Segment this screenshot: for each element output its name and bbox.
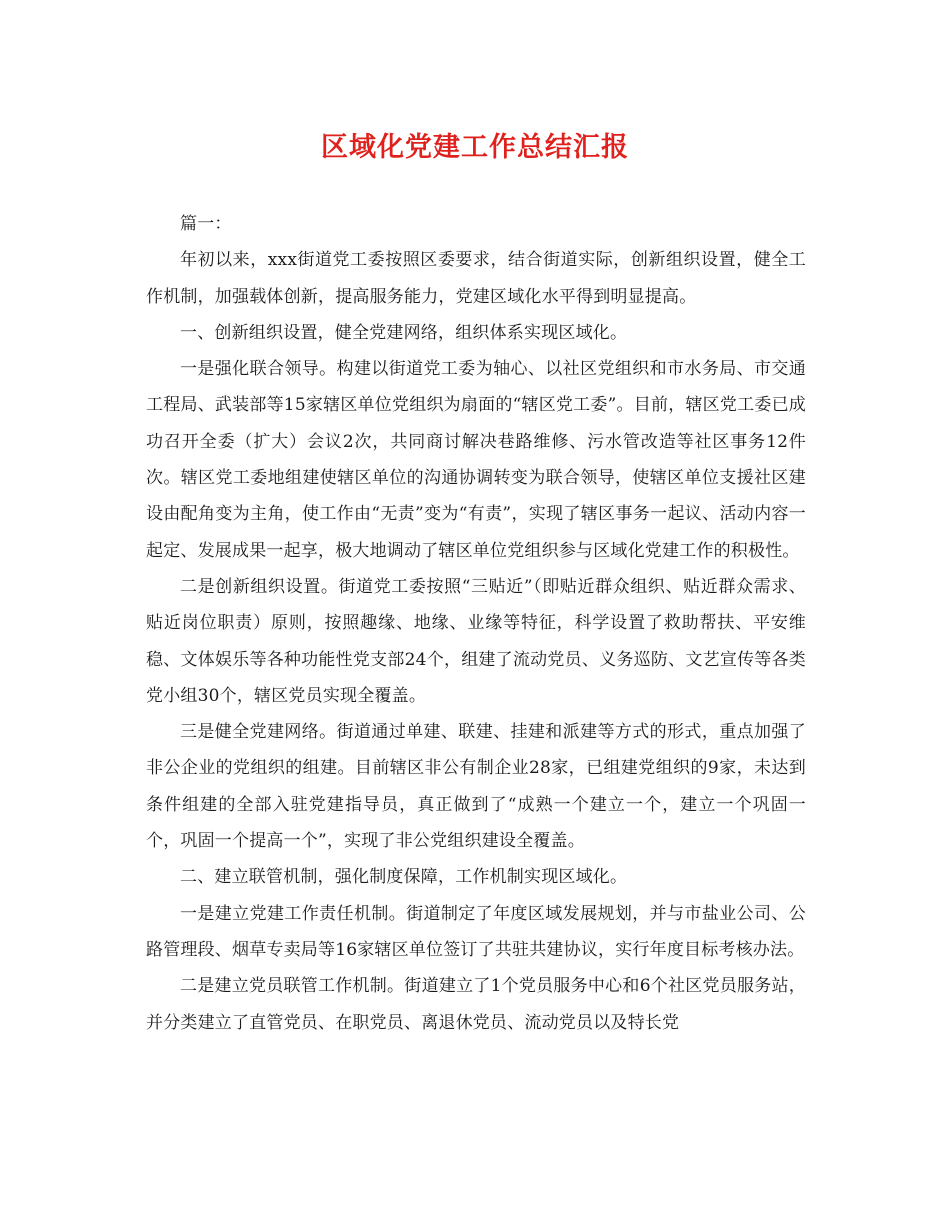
paragraph-item: 二是建立党员联管工作机制。街道建立了1个党员服务中心和6个社区党员服务站，并分类建立了直管党员、在职党员、离退休党员、流动党员以及特长党 — [146, 976, 806, 1033]
paragraph-item: 一是强化联合领导。构建以街道党工委为轴心、以社区党组织和市水务局、市交通工程局、武装部等15家辖区单位党组织为扇面的“辖区党工委”。目前，辖区党工委已成功召开全委（扩大）会议2次，共同商讨解决巷路维修、污水管改造等社区事务12件次。辖区党工委地组建使辖区单位的沟通协调转变为联合领导，使辖区单位支援社区建设由配角变为主角，使工作由“无责”变为“有责”，实现了辖区事务一起议、活动内容一起定、发展成果一起享，极大地调动了辖区单位党组织参与区域化党建工作的积极性。 — [146, 359, 806, 561]
paragraph-item: 三是健全党建网络。街道通过单建、联建、挂建和派建等方式的形式，重点加强了非公企业的党组织的组建。目前辖区非公有制企业28家，已组建党组织的9家，未达到条件组建的全部入驻党建指导员，真正做到了“成熟一个建立一个，建立一个巩固一个，巩固一个提高一个”，实现了非公党组织建设全覆盖。 — [146, 722, 806, 852]
document-title: 区域化党建工作总结汇报 — [321, 132, 629, 163]
paragraph-heading-1: 一、创新组织设置，健全党建网络，组织体系实现区域化。 — [180, 322, 628, 343]
document-body — [146, 206, 806, 1041]
paragraph-heading-2: 二、建立联管机制，强化制度保障，工作机制实现区域化。 — [180, 867, 628, 888]
paragraph-intro: 年初以来，xxx街道党工委按照区委要求，结合街道实际，创新组织设置，健全工作机制，加强载体创新，提高服务能力，党建区域化水平得到明显提高。 — [146, 250, 806, 307]
paragraph-item: 二是创新组织设置。街道党工委按照“三贴近”（即贴近群众组织、贴近群众需求、贴近岗位职责）原则，按照趣缘、地缘、业缘等特征，科学设置了救助帮扶、平安维稳、文体娱乐等各种功能性党支部24个，组建了流动党员、义务巡防、文艺宣传等各类党小组30个，辖区党员实现全覆盖。 — [146, 576, 806, 706]
paragraph-item: 一是建立党建工作责任机制。街道制定了年度区域发展规划，并与市盐业公司、公路管理段、烟草专卖局等16家辖区单位签订了共驻共建协议，实行年度目标考核办法。 — [146, 903, 806, 960]
paragraph-section-label: 篇一： — [180, 214, 232, 234]
